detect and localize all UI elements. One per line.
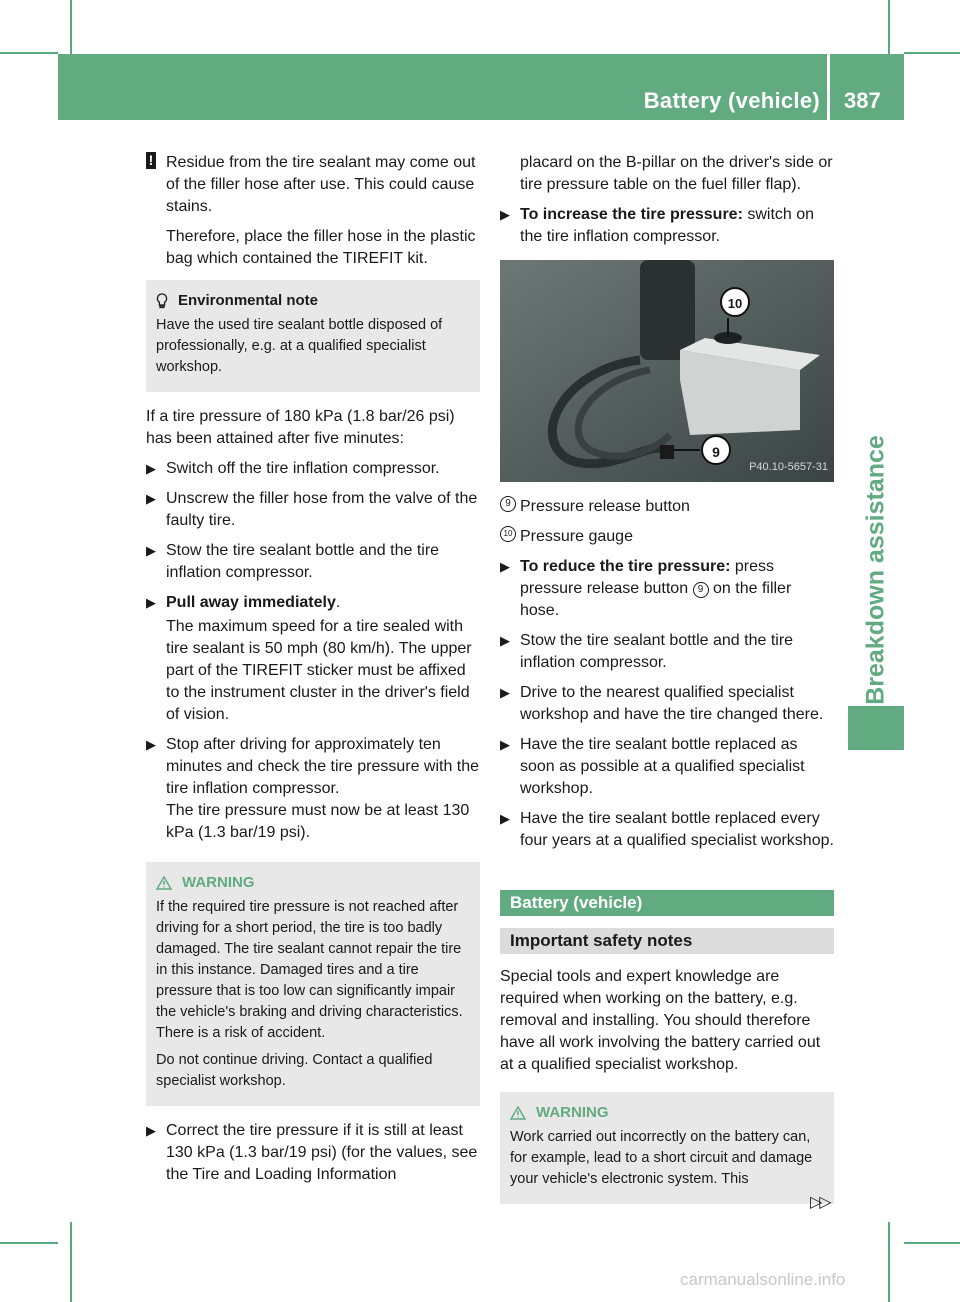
env-note-text: Have the used tire sealant bottle disposed of professionally, e.g. at a qualified specialist workshop.	[156, 317, 443, 375]
arrow-right-icon: ▶	[146, 737, 156, 752]
left-column	[146, 152, 480, 1194]
intro-paragraph: If a tire pressure of 180 kPa (1.8 bar/26 psi) has been attained after five minutes:	[146, 408, 455, 447]
crop-mark	[888, 0, 890, 58]
crop-mark	[888, 1222, 890, 1302]
legend-item: 10 Pressure gauge	[500, 526, 834, 548]
step-item: ▶ Have the tire sealant bottle replaced every four years at a qualified specialist workshop.	[500, 810, 834, 849]
compressor-illustration	[500, 260, 834, 482]
warning-title: WARNING	[182, 874, 255, 891]
continued-text: placard on the B-pillar on the driver's side or tire pressure table on the fuel filler flap).	[520, 154, 833, 193]
caution-text-2: Therefore, place the filler hose in the plastic bag which contained the TIREFIT kit.	[166, 228, 476, 267]
arrow-right-icon: ▶	[500, 559, 510, 574]
callout-9-icon: 9	[693, 582, 709, 598]
arrow-right-icon: ▶	[146, 595, 156, 610]
crop-mark	[70, 0, 72, 58]
watermark: carmanualsonline.info	[680, 1270, 846, 1289]
compressor-figure	[500, 260, 834, 482]
arrow-right-icon: ▶	[500, 207, 510, 222]
warning-box	[146, 862, 480, 1106]
arrow-right-icon: ▶	[146, 461, 156, 476]
arrow-right-icon: ▶	[146, 543, 156, 558]
crop-mark	[0, 52, 58, 54]
step-item: ▶ Have the tire sealant bottle replaced as soon as possible at a qualified specialist workshop.	[500, 736, 805, 797]
arrow-right-icon: ▶	[500, 685, 510, 700]
exclamation-icon: !	[146, 152, 156, 169]
callout-9: 9	[712, 444, 720, 460]
crop-mark	[0, 1242, 58, 1244]
warning-triangle-icon	[156, 876, 172, 890]
arrow-right-icon: ▶	[146, 1123, 156, 1138]
env-note-title: Environmental note	[178, 292, 319, 309]
callout-10: 10	[727, 296, 743, 311]
warning-text: Work carried out incorrectly on the battery can, for example, lead to a short circuit and damage your vehicle's electronic system. This	[510, 1129, 813, 1187]
arrow-right-icon: ▶	[500, 633, 510, 648]
side-tab-label: Breakdown assistance	[861, 435, 890, 705]
step-item: ▶ Drive to the nearest qualified specialist workshop and have the tire changed there.	[500, 684, 824, 723]
section-heading: Battery (vehicle)	[500, 890, 834, 916]
crop-mark	[70, 1222, 72, 1302]
warning-triangle-icon	[510, 1106, 526, 1120]
arrow-right-icon: ▶	[500, 811, 510, 826]
step-item: ▶ Stow the tire sealant bottle and the tire inflation compressor.	[500, 632, 794, 671]
callout-10-icon: 10	[500, 526, 516, 542]
figure-code: P40.10-5657-31	[749, 461, 828, 473]
continue-arrows-icon: ▷▷	[810, 1194, 829, 1211]
legend-item: 9 Pressure release button	[500, 496, 834, 518]
header-divider	[827, 54, 830, 120]
step-item: ▶ Unscrew the filler hose from the valve of the faulty tire.	[146, 490, 478, 529]
right-column	[500, 152, 834, 1218]
warning-title: WARNING	[536, 1104, 609, 1121]
environmental-note	[146, 280, 480, 392]
step-item: ▶ Switch off the tire inflation compressor.	[146, 458, 480, 480]
step-item: ▶ To increase the tire pressure: switch on the tire inflation compressor.	[500, 206, 815, 245]
step-item: ▶ Stop after driving for approximately ten minutes and check the tire pressure with the tire inflation compressor.	[146, 736, 480, 797]
stop-text: The tire pressure must now be at least 130 kPa (1.3 bar/19 psi).	[166, 802, 470, 841]
step-item: ▶ Pull away immediately.	[146, 592, 480, 614]
page-title: Battery (vehicle)	[643, 88, 820, 113]
callout-9-icon: 9	[500, 496, 516, 512]
pull-away-text: The maximum speed for a tire sealed with tire sealant is 50 mph (80 km/h). The upper part of the TIREFIT sticker must be affixed to the instrument cluster in the driver's field of vision.	[166, 618, 472, 723]
arrow-right-icon: ▶	[146, 491, 156, 506]
page-number: 387	[844, 88, 881, 113]
subsection-heading: Important safety notes	[500, 928, 834, 954]
caution-note	[146, 152, 480, 218]
step-item: ▶ To reduce the tire pressure: press pressure release button 9 on the filler hose.	[500, 558, 792, 619]
lightbulb-icon	[156, 293, 168, 309]
caution-text: Residue from the tire sealant may come out of the filler hose after use. This could cause stains.	[166, 154, 476, 215]
crop-mark	[904, 1242, 960, 1244]
side-tab-block	[848, 706, 904, 750]
arrow-right-icon: ▶	[500, 737, 510, 752]
step-item: ▶ Stow the tire sealant bottle and the tire inflation compressor.	[146, 542, 440, 581]
warning-text: If the required tire pressure is not reached after driving for a short period, the tire is too badly damaged. The tire sealant cannot repair the tire in this instance. Damaged tires and a tire pressure that is too low can significantly impair the vehicle's braking and driving characteristics. There is a risk of accident.	[156, 899, 463, 1041]
safety-paragraph: Special tools and expert knowledge are required when working on the battery, e.g. removal and installing. You should therefore have all work involving the battery carried out at a qualified specialist workshop.	[500, 968, 821, 1073]
crop-mark	[904, 52, 960, 54]
warning-box	[500, 1092, 834, 1204]
warning-text-2: Do not continue driving. Contact a qualified specialist workshop.	[156, 1052, 433, 1089]
step-item: ▶ Correct the tire pressure if it is still at least 130 kPa (1.3 bar/19 psi) (for the values, see the Tire and Loading Information	[146, 1122, 478, 1183]
